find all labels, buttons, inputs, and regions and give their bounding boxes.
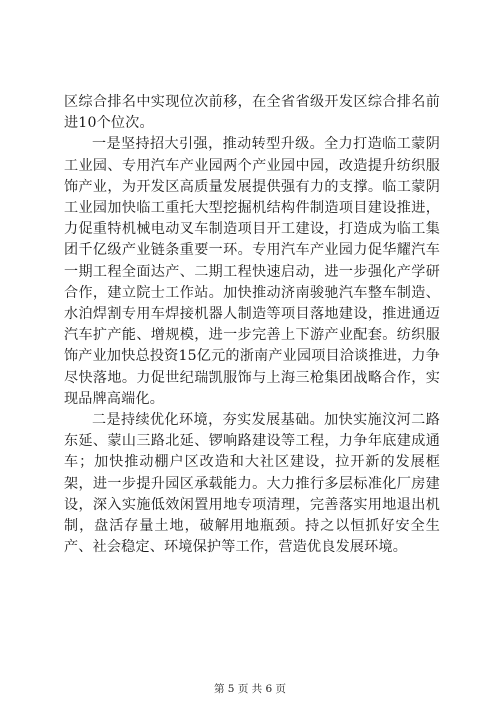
page-footer: 第 5 页 共 6 页 — [213, 683, 287, 695]
paragraph-investment: 一是坚持招大引强，推动转型升级。全力打造临工蒙阴工业园、专用汽车产业园两个产业园中园，改造提升纺织服饰产业，为开发区高质量发展提供强有力的支撑。临工蒙阴工业园加快临工重托大型挖掘机结构件制造项目建设推进，力促重特机械电动叉车制造项目开工建设，打造成为临工集团千亿级产业链条重要一环。专用汽车产业园力促华耀汽车一期工程全面达产、二期工程快速启动，进一步强化产学研合作，建立院士工作站。加快推动济南骏驰汽车整车制造、水泊焊割专用车焊接机器人制造等项目落地建设，推进通迈汽车扩产能、增规模，进一步完善上下游产业配套。纺织服饰产业加快总投资15亿元的浙南产业园项目洽谈推进，力争尽快落地。力促世纪瑞凯服饰与上海三枪集团战略合作，实现品牌高端化。 — [64, 136, 440, 407]
paragraph-continuation: 区综合排名中实现位次前移，在全省省级开发区综合排名前进10个位次。 — [64, 94, 440, 132]
paragraph-environment: 二是持续优化环境，夯实发展基础。加快实施汶河二路东延、蒙山三路北延、锣响路建设等工程，力争年底建成通车；加快推动棚户区改造和大社区建设，拉开新的发展框架，进一步提升园区承载能力。大力推行多层标准化厂房建设，深入实施低效闲置用地专项清理，完善落实用地退出机制，盘活存量土地，破解用地瓶颈。持之以恒抓好安全生产、社会稳定、环境保护等工作，营造优良发展环境。 — [64, 412, 440, 556]
document-body — [64, 92, 440, 558]
